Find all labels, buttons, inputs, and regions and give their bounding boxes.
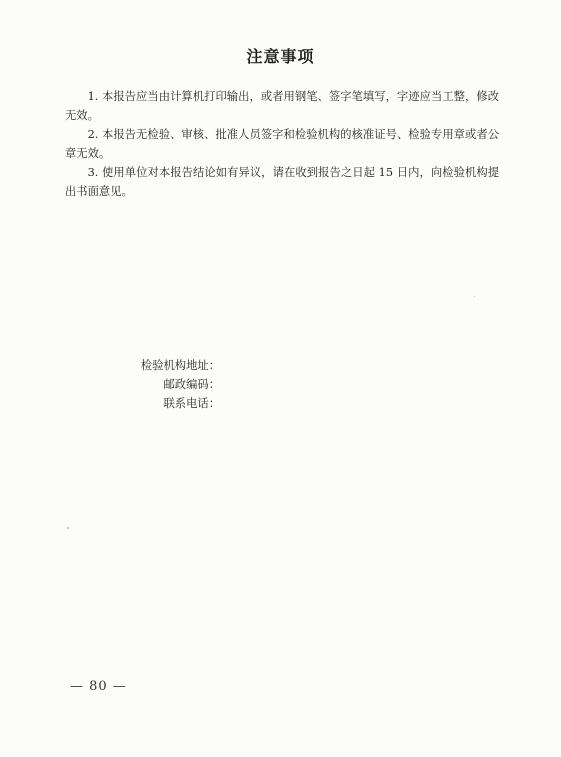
note-item-1: 1. 本报告应当由计算机打印输出，或者用钢笔、签字笔填写，字迹应当工整，修改无效。: [65, 90, 499, 122]
note-item-3: 3. 使用单位对本报告结论如有异议，请在收到报告之日起 15 日内，向检验机构提出书面意见。: [65, 166, 499, 198]
notes-list: [65, 87, 499, 201]
phone-label: 联系电话：: [163, 397, 220, 410]
contact-block: [120, 356, 220, 413]
note-item-2: 2. 本报告无检验、审核、批准人员签字和检验机构的核准证号、检验专用章或者公章无效。: [65, 128, 499, 160]
page-title: 注意事项: [246, 47, 315, 66]
scan-speck: [474, 296, 475, 297]
scan-speck: [67, 527, 69, 529]
address-label: 检验机构地址：: [140, 359, 220, 372]
postcode-label: 邮政编码：: [163, 378, 220, 391]
page-number: — 80 —: [70, 679, 127, 694]
